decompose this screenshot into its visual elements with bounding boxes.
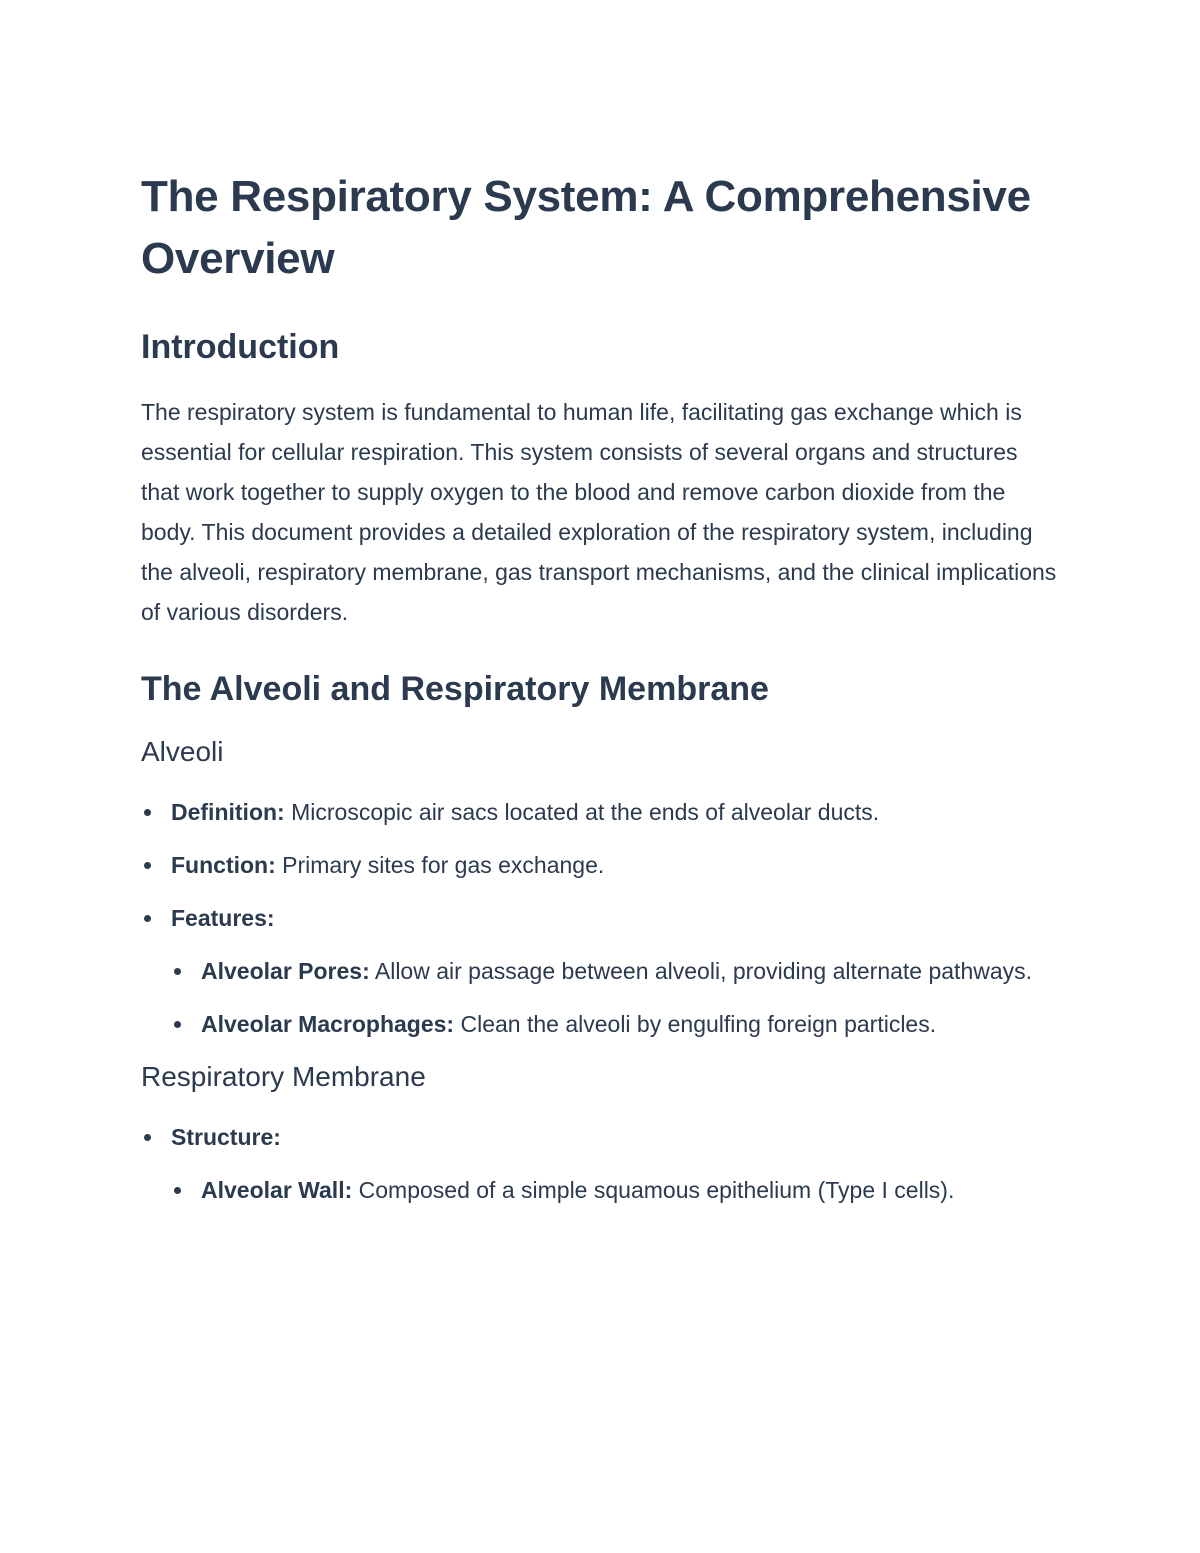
function-text: Primary sites for gas exchange. xyxy=(275,852,605,878)
structure-term: Structure: xyxy=(171,1124,281,1150)
bullet-icon xyxy=(174,1187,181,1194)
function-term: Function: xyxy=(171,852,276,878)
alveolar-pores-term: Alveolar Pores: xyxy=(201,958,370,984)
respiratory-membrane-subheading: Respiratory Membrane xyxy=(141,1061,426,1092)
bullet-icon xyxy=(144,1134,151,1141)
bullet-icon xyxy=(144,809,151,816)
alveolar-macrophages-term: Alveolar Macrophages: xyxy=(201,1011,455,1037)
bullet-icon xyxy=(174,1021,181,1028)
bullet-icon xyxy=(144,915,151,922)
bullet-icon xyxy=(144,862,151,869)
alveoli-section-heading: The Alveoli and Respiratory Membrane xyxy=(141,670,769,708)
features-term: Features: xyxy=(171,905,275,931)
alveolar-pores-text: Allow air passage between alveoli, providing alternate pathways. xyxy=(369,958,1033,984)
list-item-alveolar-pores xyxy=(171,951,1061,991)
list-item-function xyxy=(141,845,1061,885)
alveolar-wall-term: Alveolar Wall: xyxy=(201,1177,353,1203)
introduction-paragraph: The respiratory system is fundamental to human life, facilitating gas exchange which is essential for cellular respiration. This system consists of several organs and structures that work together to supply oxygen to the blood and remove carbon dioxide from the body. This document provides a detailed exploration of the respiratory system, including the alveoli, respiratory membrane, gas transport mechanisms, and the clinical implications of various disorders. xyxy=(141,399,1057,625)
list-item-structure xyxy=(141,1117,1061,1210)
document-title: The Respiratory System: A Comprehensive Overview xyxy=(141,172,1031,283)
introduction-heading: Introduction xyxy=(141,328,340,366)
document-page xyxy=(141,166,1061,1223)
features-sublist xyxy=(171,951,1061,1044)
membrane-list xyxy=(141,1117,1061,1210)
alveoli-list xyxy=(141,792,1061,1044)
list-item-alveolar-macrophages xyxy=(171,1004,1061,1044)
alveolar-wall-text: Composed of a simple squamous epithelium (Type I cells). xyxy=(352,1177,955,1203)
list-item-definition xyxy=(141,792,1061,832)
alveolar-macrophages-text: Clean the alveoli by engulfing foreign particles. xyxy=(454,1011,937,1037)
definition-text: Microscopic air sacs located at the ends of alveolar ducts. xyxy=(284,799,880,825)
alveoli-subheading: Alveoli xyxy=(141,736,224,767)
list-item-features xyxy=(141,898,1061,1044)
bullet-icon xyxy=(174,968,181,975)
structure-sublist xyxy=(171,1170,1061,1210)
definition-term: Definition: xyxy=(171,799,285,825)
list-item-alveolar-wall xyxy=(171,1170,1061,1210)
